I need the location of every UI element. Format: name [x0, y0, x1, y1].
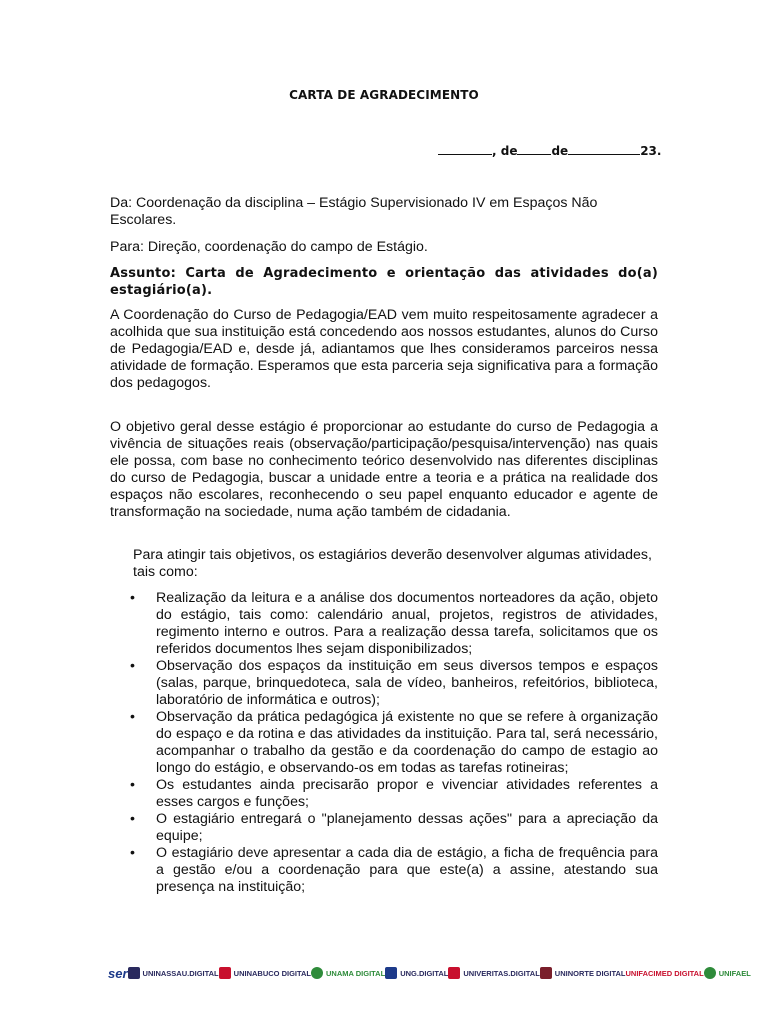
univeritas-mark-icon	[448, 967, 460, 979]
unifael-mark-icon	[704, 967, 716, 979]
list-item	[110, 777, 658, 811]
subject-line: Assunto: Carta de Agradecimento e orientação das atividades do(a) estagiário(a).	[110, 266, 658, 298]
footer-logos	[108, 955, 751, 991]
logo-ser: ser	[108, 965, 128, 981]
day-blank	[517, 143, 551, 155]
logo-ung: UNG.DIGITAL	[385, 967, 448, 979]
city-blank	[438, 143, 492, 155]
activities-list	[110, 590, 658, 896]
month-blank	[568, 143, 640, 155]
list-item	[110, 845, 658, 896]
list-item-text: Observação dos espaços da instituição em seus diversos tempos e espaços (salas, parque, brinquedoteca, sala de vídeo, banheiros, refeitórios, biblioteca, laboratório de informática e outros);	[156, 658, 658, 708]
list-item	[110, 590, 658, 658]
list-item	[110, 709, 658, 777]
list-item-text: O estagiário deve apresentar a cada dia de estágio, a ficha de frequência para a gestão e/ou a coordenação para que este(a) a assine, atestando sua presença na instituição;	[156, 845, 658, 895]
logo-uninassau: UNINASSAU.DIGITAL	[128, 967, 219, 979]
paragraph-thanks: A Coordenação do Curso de Pedagogia/EAD vem muito respeitosamente agradecer a acolhida que sua instituição está concedendo aos nossos estudantes, alunos do Curso de Pedagogia/EAD e, desde já, adiantamos que lhes consideramos parceiros nessa atividade de formação. Esperamos que esta parceria seja significativa para a formação dos pedagogos.	[110, 307, 658, 391]
bullet-icon: •	[130, 590, 135, 606]
ung-mark-icon	[385, 967, 397, 979]
paragraph-objective: O objetivo geral desse estágio é proporcionar ao estudante do curso de Pedagogia a vivência de situações reais (observação/participação/pesquisa/intervenção) nas quais ele possa, com base no conhecimento teórico desenvolvido nas diferentes disciplinas do curso de Pedagogia, buscar a unidade entre a teoria e a prática na realidade dos espaços não escolares, reconhecendo o seu papel enquanto educador e agente de transformação na sociedade, numa ação também de cidadania.	[110, 419, 658, 520]
logo-uninorte: UNINORTE DIGITAL	[540, 967, 626, 979]
list-item-text: O estagiário entregará o "planejamento dessas ações" para a apreciação da equipe;	[156, 811, 658, 844]
activities-intro: Para atingir tais objetivos, os estagiários deverão desenvolver algumas atividades, tais como:	[133, 547, 652, 580]
bullet-icon: •	[130, 709, 135, 725]
date-line	[438, 143, 661, 158]
from-line: Da: Coordenação da disciplina – Estágio Supervisionado IV em Espaços Não Escolares.	[110, 195, 598, 228]
list-item	[110, 658, 658, 709]
list-item-text: Os estudantes ainda precisarão propor e vivenciar atividades referentes a esses cargos e funções;	[156, 777, 658, 810]
list-item	[110, 811, 658, 845]
logo-univeritas: UNIVERITAS.DIGITAL	[448, 967, 539, 979]
bullet-icon: •	[130, 777, 135, 793]
uninassau-mark-icon	[128, 967, 140, 979]
bullet-icon: •	[130, 845, 135, 861]
logo-unifacimed: UNIFACIMED DIGITAL	[625, 968, 704, 978]
unama-mark-icon	[311, 967, 323, 979]
bullet-icon: •	[130, 811, 135, 827]
bullet-icon: •	[130, 658, 135, 674]
list-item-text: Observação da prática pedagógica já existente no que se refere à organização do espaço e da rotina e das atividades da instituição. Para tal, será necessário, acompanhar o trabalho da gestão e da coordenação do campo de estagio ao longo do estágio, e observando-os em todas as tarefas rotineiras;	[156, 709, 658, 776]
date-year: 23.	[640, 144, 662, 158]
uninorte-mark-icon	[540, 967, 552, 979]
letter-title: CARTA DE AGRADECIMENTO	[289, 88, 479, 102]
list-item-text: Realização da leitura e a análise dos documentos norteadores da ação, objeto do estágio, tais como: calendário anual, projetos, registros de atividades, regimento interno e outros. Para a realização dessa tarefa, solicitamos que os referidos documentos lhes sejam disponibilizados;	[156, 590, 658, 657]
logo-unama: UNAMA DIGITAL	[311, 967, 385, 979]
logo-unifael: UNIFAEL	[704, 967, 751, 979]
date-de-2: de	[551, 144, 569, 158]
to-line: Para: Direção, coordenação do campo de Estágio.	[110, 239, 428, 255]
logo-uninabuco: UNINABUCO DIGITAL	[219, 967, 311, 979]
uninabuco-mark-icon	[219, 967, 231, 979]
date-de-1: , de	[492, 144, 518, 158]
